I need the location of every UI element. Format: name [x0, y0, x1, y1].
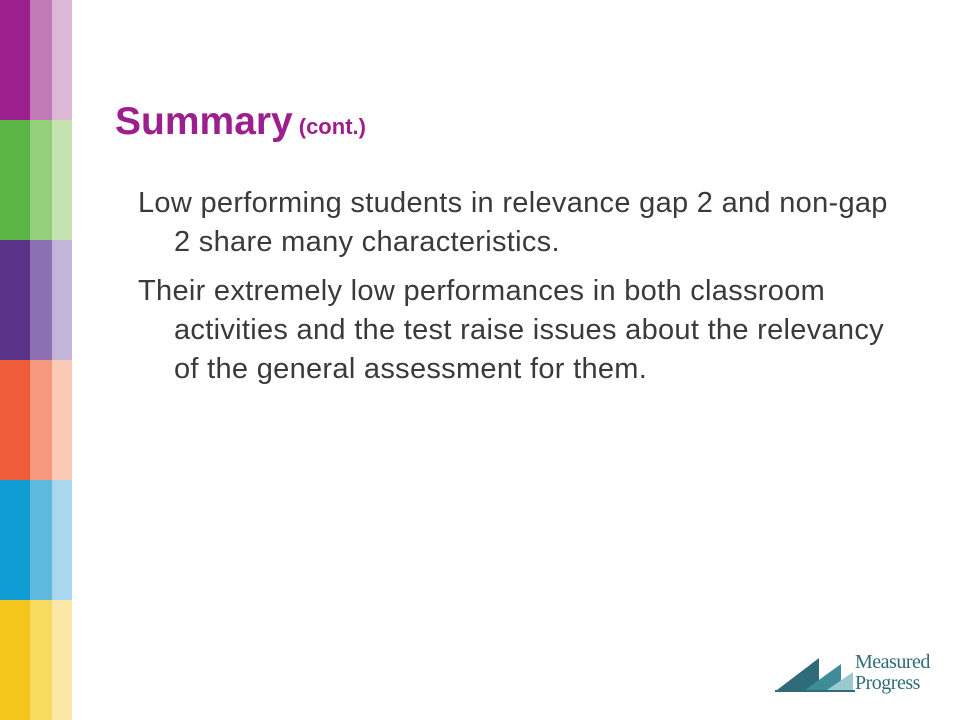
stripe-orange-light [52, 360, 72, 480]
stripe-row-blue [0, 480, 72, 600]
stripe-yellow-light [52, 600, 72, 720]
bullet-paragraph-2: Their extremely low performances in both classroom activities and the test raise issues about the relevancy of the general assessment for them. [138, 275, 884, 385]
slide-body [138, 184, 898, 399]
stripe-blue-mid [30, 480, 52, 600]
logo-text [855, 652, 930, 694]
decorative-stripes [0, 0, 72, 720]
bullet-paragraph-1: Low performing students in relevance gap 2 and non-gap 2 share many characteristics. [138, 187, 888, 258]
stripe-green-light [52, 120, 72, 240]
measured-progress-logo [775, 651, 940, 698]
stripe-green-dark [0, 120, 30, 240]
stripe-row-violet [0, 240, 72, 360]
stripe-orange-mid [30, 360, 52, 480]
logo-mark-icon [775, 654, 855, 694]
stripe-orange-dark [0, 360, 30, 480]
stripe-row-yellow [0, 600, 72, 720]
stripe-purple-mid [30, 0, 52, 120]
stripe-row-orange [0, 360, 72, 480]
stripe-purple-dark [0, 0, 30, 120]
stripe-blue-light [52, 480, 72, 600]
logo-text-line1: Measured [855, 651, 930, 673]
stripe-row-green [0, 120, 72, 240]
slide-title [115, 100, 366, 144]
slide-title-main: Summary [115, 100, 293, 143]
stripe-violet-dark [0, 240, 30, 360]
slide-title-suffix: (cont.) [298, 114, 366, 139]
stripe-green-mid [30, 120, 52, 240]
stripe-row-purple [0, 0, 72, 120]
stripe-yellow-mid [30, 600, 52, 720]
stripe-violet-mid [30, 240, 52, 360]
stripe-purple-light [52, 0, 72, 120]
stripe-yellow-dark [0, 600, 30, 720]
stripe-blue-dark [0, 480, 30, 600]
logo-text-line2: Progress [855, 672, 920, 694]
stripe-violet-light [52, 240, 72, 360]
